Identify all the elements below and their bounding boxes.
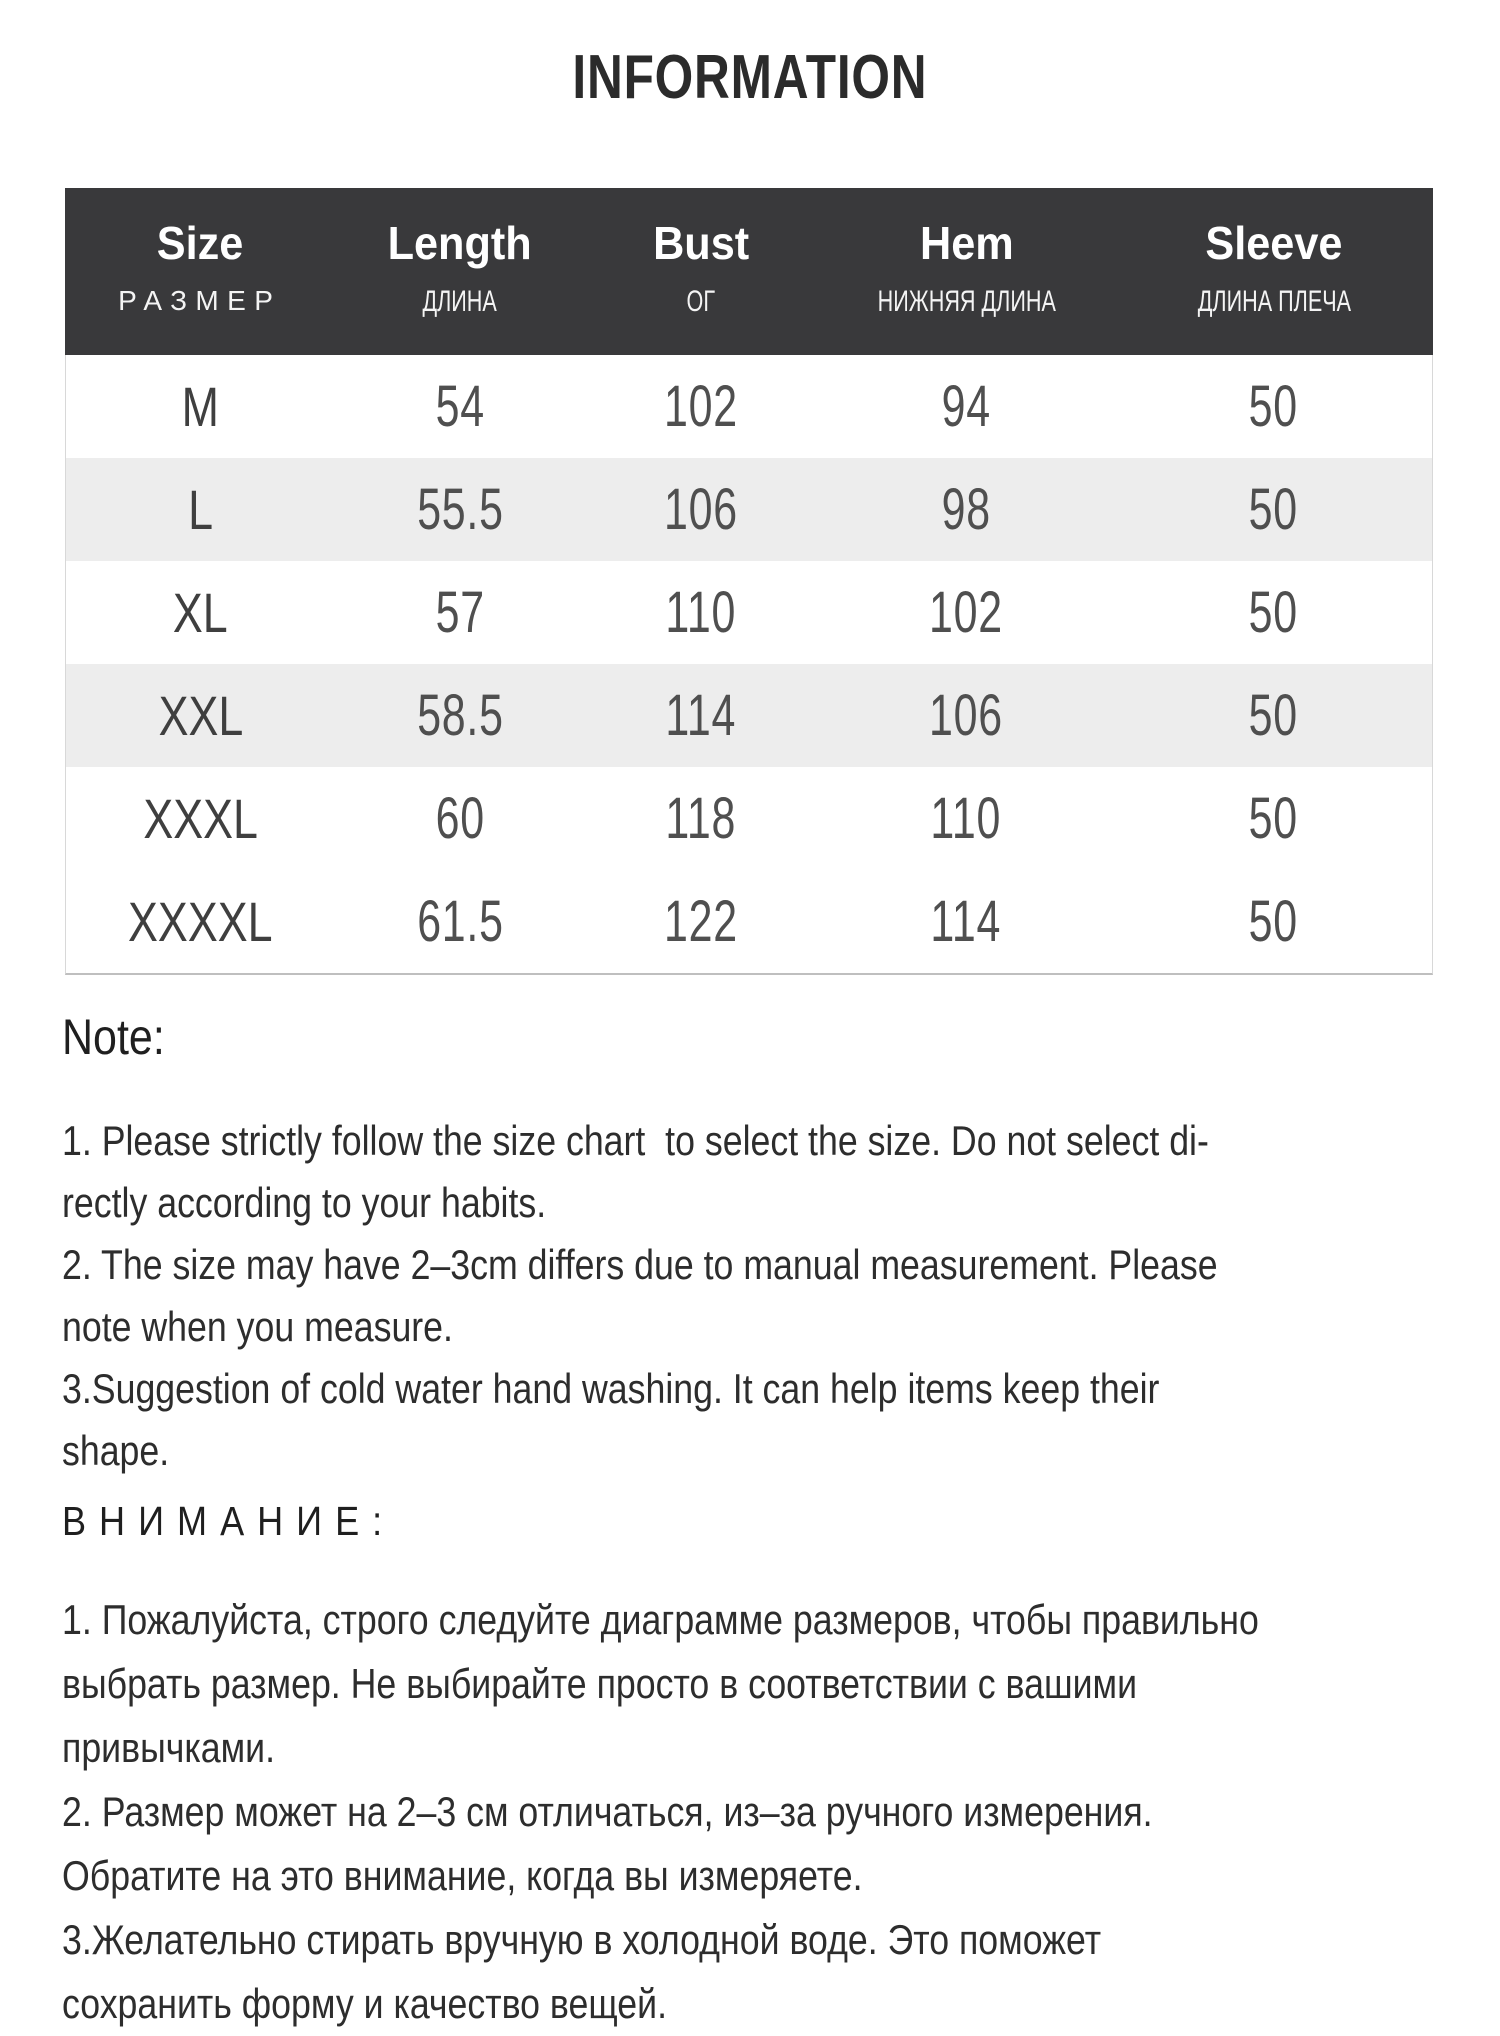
header-label-size: Size: [156, 217, 244, 269]
size-table-body: [65, 355, 1433, 975]
sleeve-cell: 50: [1248, 477, 1299, 542]
header-sublabel-hem: НИЖНЯЯ ДЛИНА: [877, 284, 1056, 318]
bust-cell: 102: [664, 374, 739, 439]
note-text-ru: [62, 1588, 1462, 2036]
header-sublabel-length: ДЛИНА: [422, 284, 497, 318]
table-row-xxl: [66, 664, 1432, 767]
hem-cell: 94: [941, 374, 991, 439]
sleeve-cell: 50: [1248, 889, 1299, 954]
sleeve-cell: 50: [1248, 374, 1299, 439]
note-ru-line: сохранить форму и качество вещей.: [62, 1980, 668, 2027]
hem-cell: 102: [929, 580, 1004, 645]
header-sublabel-bust: ОГ: [686, 284, 716, 318]
length-cell: 55.5: [416, 477, 504, 542]
hem-cell: 106: [929, 683, 1004, 748]
note-heading-ru: ВНИМАНИЕ:: [62, 1498, 396, 1544]
size-cell: XXXXL: [128, 890, 273, 953]
length-cell: 61.5: [416, 889, 504, 954]
length-cell: 57: [435, 580, 485, 645]
page-title-text: INFORMATION: [572, 43, 928, 112]
note-ru-line: выбрать размер. Не выбирайте просто в соответствии с вашими: [62, 1660, 1138, 1707]
table-row-xxxxl: [66, 870, 1432, 973]
size-cell: L: [188, 478, 214, 541]
length-cell: 54: [435, 374, 485, 439]
note-ru-line: 3.Желательно стирать вручную в холодной воде. Это поможет: [62, 1916, 1102, 1963]
note-text-en: [62, 1110, 1462, 1482]
size-cell: XXXL: [143, 787, 258, 850]
header-label-hem: Hem: [919, 217, 1014, 269]
hem-cell: 114: [930, 889, 1002, 954]
note-en-line: 1. Please strictly follow the size chart to select the size. Do not select di-: [62, 1117, 1209, 1164]
sleeve-cell: 50: [1248, 580, 1299, 645]
header-label-length: Length: [387, 217, 532, 269]
table-row-m: [66, 355, 1432, 458]
table-row-xl: [66, 561, 1432, 664]
page-title: [0, 42, 1500, 113]
sleeve-cell: 50: [1248, 683, 1299, 748]
note-en-line: note when you measure.: [62, 1303, 453, 1350]
header-label-sleeve: Sleeve: [1205, 217, 1343, 269]
header-sublabel-size: РАЗМЕР: [118, 284, 282, 316]
note-ru-line: 1. Пожалуйста, строго следуйте диаграмме размеров, чтобы правильно: [62, 1596, 1259, 1643]
note-heading-en: Note:: [62, 1009, 165, 1065]
header-cell-length: [334, 188, 584, 355]
note-en-line: 2. The size may have 2–3cm differs due to manual measurement. Please: [62, 1241, 1218, 1288]
bust-cell: 114: [665, 683, 737, 748]
table-row-xxxl: [66, 767, 1432, 870]
bust-cell: 118: [665, 786, 737, 851]
header-label-bust: Bust: [653, 217, 750, 269]
header-sublabel-sleeve: ДЛИНА ПЛЕЧА: [1197, 284, 1351, 318]
header-cell-sleeve: [1116, 188, 1433, 355]
note-en-line: rectly according to your habits.: [62, 1179, 547, 1226]
table-row-l: [66, 458, 1432, 561]
bust-cell: 122: [664, 889, 739, 954]
header-cell-hem: [817, 188, 1115, 355]
note-ru-line: 2. Размер может на 2–3 см отличаться, из–за ручного измерения.: [62, 1788, 1153, 1835]
note-ru-line: привычками.: [62, 1724, 276, 1771]
note-en-line: 3.Suggestion of cold water hand washing. It can help items keep their: [62, 1365, 1160, 1412]
length-cell: 60: [435, 786, 485, 851]
header-cell-bust: [585, 188, 818, 355]
bust-cell: 110: [665, 580, 737, 645]
size-table: [65, 188, 1433, 975]
length-cell: 58.5: [416, 683, 504, 748]
note-en-line: shape.: [62, 1427, 170, 1474]
size-cell: XXL: [158, 684, 243, 747]
sleeve-cell: 50: [1248, 786, 1299, 851]
note-ru-line: Обратите на это внимание, когда вы измеряете.: [62, 1852, 863, 1899]
hem-cell: 98: [941, 477, 991, 542]
size-cell: XL: [173, 581, 228, 644]
bust-cell: 106: [664, 477, 739, 542]
size-cell: M: [181, 375, 220, 438]
hem-cell: 110: [930, 786, 1002, 851]
size-table-header: [65, 188, 1433, 355]
header-cell-size: [65, 188, 334, 355]
